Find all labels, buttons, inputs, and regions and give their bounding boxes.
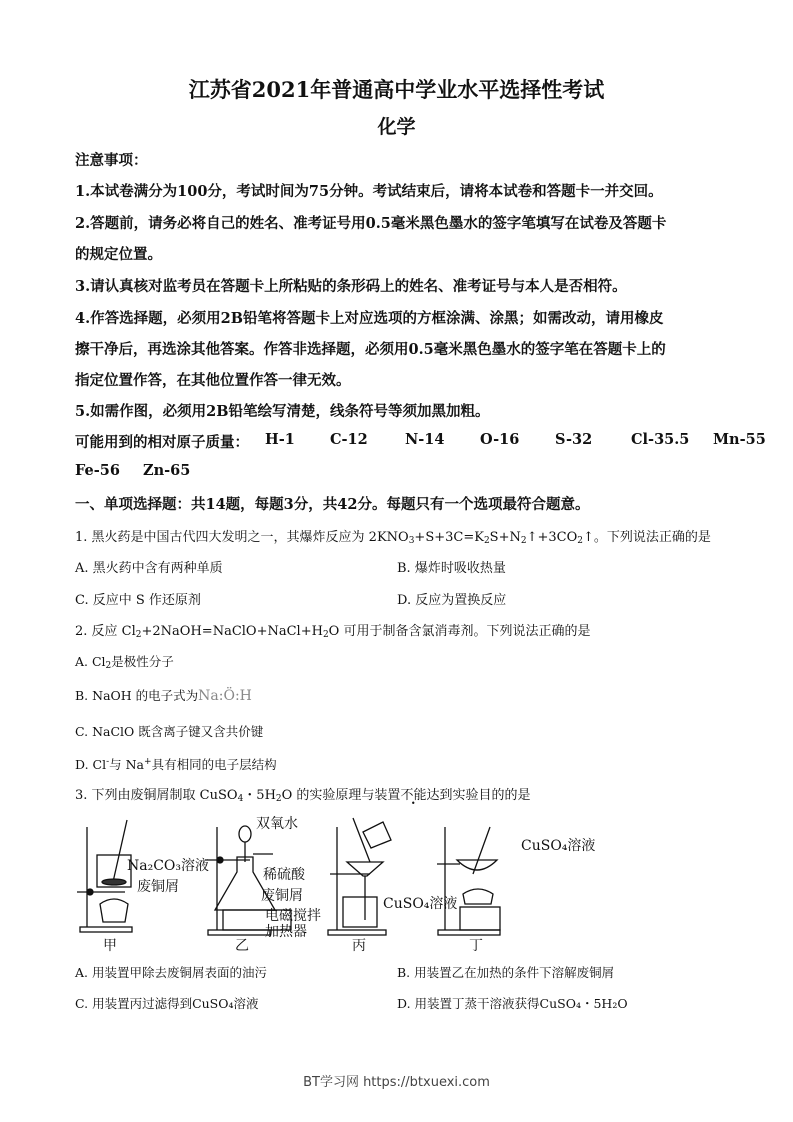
atomic-mass-line bbox=[75, 431, 775, 451]
svg-text:丁: 丁 bbox=[469, 938, 483, 954]
notice-4-cont: 擦干净后，再选涂其他答案。作答非选择题，必须用0.5毫米黑色墨水的签字笔在答题卡上的 bbox=[75, 341, 666, 358]
q1-option-a: A. 黑火药中含有两种单质 bbox=[75, 561, 223, 576]
footer-watermark: BT学习网 https://btxuexi.com bbox=[303, 1075, 490, 1090]
svg-text:丙: 丙 bbox=[352, 938, 366, 954]
q1-option-b: B. 爆炸时吸收热量 bbox=[397, 561, 506, 576]
notice-5: 5.如需作图，必须用2B铅笔绘写清楚，线条符号等须加黑加粗。 bbox=[75, 403, 490, 420]
section-heading: 一、单项选择题：共14题，每题3分，共42分。每题只有一个选项最符合题意。 bbox=[75, 496, 590, 513]
mass-fe: Fe-56 bbox=[75, 462, 120, 479]
notice-2: 2.答题前，请务必将自己的姓名、准考证号用0.5毫米黑色墨水的签字笔填写在试卷及答题卡 bbox=[75, 215, 667, 232]
notice-4-cont2: 指定位置作答，在其他位置作答一律无效。 bbox=[75, 372, 351, 389]
notice-2-cont: 的规定位置。 bbox=[75, 246, 162, 263]
mass-cl: Cl-35.5 bbox=[631, 431, 690, 448]
q3-option-d: D. 用装置丁蒸干溶液获得CuSO₄・5H₂O bbox=[397, 996, 628, 1011]
svg-text:加热器: 加热器 bbox=[265, 924, 307, 940]
q2-option-b: B. NaOH 的电子式为Na:Ö:H bbox=[75, 688, 252, 704]
q1-stem: 1. 黑火药是中国古代四大发明之一，其爆炸反应为 $2KNO_3+S+3C=K_2S+N_2↑+3CO_2↑$。下列说法正确的是 bbox=[75, 530, 711, 546]
q3-option-b: B. 用装置乙在加热的条件下溶解废铜屑 bbox=[397, 965, 615, 980]
svg-text:CuSO₄溶液: CuSO₄溶液 bbox=[521, 838, 596, 854]
notice-4: 4.作答选择题，必须用2B铅笔将答题卡上对应选项的方框涂满、涂黑；如需改动，请用橡皮 bbox=[75, 310, 664, 327]
q2-option-c: C. NaClO 既含离子键又含共价键 bbox=[75, 724, 264, 739]
svg-text:双氧水: 双氧水 bbox=[256, 816, 298, 832]
mass-n: N-14 bbox=[405, 431, 445, 448]
q1-option-c: C. 反应中 S 作还原剂 bbox=[75, 593, 201, 608]
q3-stem: 3. 下列由废铜屑制取 CuSO$_4$・$5H_2O$ 的实验原理与装置不能达到实验目的的是 bbox=[75, 788, 531, 804]
q3-option-a: A. 用装置甲除去废铜屑表面的油污 bbox=[75, 965, 267, 980]
mass-c: C-12 bbox=[330, 431, 368, 448]
notice-heading: 注意事项： bbox=[75, 152, 148, 169]
svg-text:甲: 甲 bbox=[103, 938, 117, 954]
svg-text:CuSO₄溶液: CuSO₄溶液 bbox=[383, 896, 458, 912]
notice-3: 3.请认真核对监考员在答题卡上所粘贴的条形码上的姓名、准考证号与本人是否相符。 bbox=[75, 278, 627, 295]
atomic-mass-line-2 bbox=[75, 462, 375, 482]
q2-option-d: D. Cl-与 Na+具有相同的电子层结构 bbox=[75, 756, 277, 772]
apparatus-yi bbox=[205, 815, 321, 954]
notice-1: 1.本试卷满分为100分，考试时间为75分钟。考试结束后，请将本试卷和答题卡一并交回。 bbox=[75, 183, 663, 200]
svg-text:废铜屑: 废铜屑 bbox=[261, 888, 303, 904]
mass-zn: Zn-65 bbox=[143, 462, 191, 479]
svg-text:电磁搅拌: 电磁搅拌 bbox=[265, 908, 321, 924]
emphasis-not: 不能 bbox=[400, 788, 427, 803]
apparatus-figure bbox=[65, 812, 625, 962]
svg-text:废铜屑: 废铜屑 bbox=[137, 879, 179, 895]
q3-option-c: C. 用装置丙过滤得到CuSO₄溶液 bbox=[75, 996, 259, 1011]
q2-stem: 2. 反应 $Cl_2+2NaOH=NaClO+NaCl+H_2O$ 可用于制备含氯消毒剂。下列说法正确的是 bbox=[75, 624, 591, 640]
mass-s: S-32 bbox=[555, 431, 593, 448]
exam-title: 江苏省2021年普通高中学业水平选择性考试 bbox=[188, 77, 605, 102]
apparatus-jia bbox=[77, 820, 209, 954]
subject-title: 化学 bbox=[377, 116, 416, 138]
q2-option-a: A. $Cl_2$是极性分子 bbox=[75, 654, 174, 671]
mass-h: H-1 bbox=[265, 431, 295, 448]
svg-text:Na₂CO₃溶液: Na₂CO₃溶液 bbox=[127, 858, 210, 874]
svg-text:稀硫酸: 稀硫酸 bbox=[263, 867, 305, 883]
q1-option-d: D. 反应为置换反应 bbox=[397, 593, 507, 608]
atomic-mass-label: 可能用到的相对原子质量： bbox=[75, 434, 249, 451]
electron-formula: Na:Ö:H bbox=[198, 688, 252, 704]
mass-mn: Mn-55 bbox=[713, 431, 766, 448]
mass-o: O-16 bbox=[480, 431, 520, 448]
svg-text:乙: 乙 bbox=[235, 938, 249, 954]
apparatus-ding bbox=[437, 827, 595, 954]
